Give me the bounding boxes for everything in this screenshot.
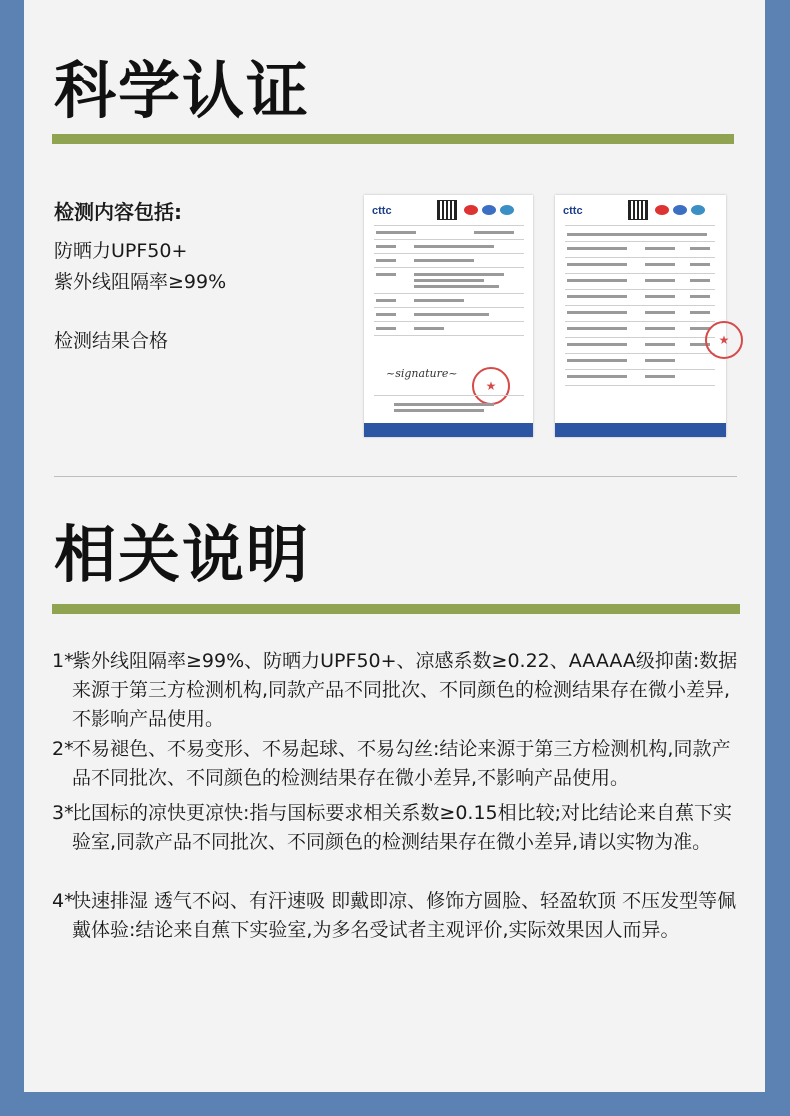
note-item xyxy=(52,799,742,857)
section-title-certification: 科学认证 xyxy=(54,54,311,127)
test-content-heading: 检测内容包括: xyxy=(54,200,182,224)
report-footer-bar xyxy=(364,423,533,437)
test-item-uv: 紫外线阻隔率≥99% xyxy=(54,271,227,293)
certification-mark-icon xyxy=(655,205,669,215)
official-stamp-icon: ★ xyxy=(705,321,743,359)
certification-mark-icon xyxy=(500,205,514,215)
section-divider xyxy=(54,476,737,477)
test-result: 检测结果合格 xyxy=(54,330,169,352)
certification-mark-icon xyxy=(673,205,687,215)
qr-code-icon xyxy=(438,201,456,219)
cttc-logo: cttc xyxy=(372,205,392,217)
section-title-notes: 相关说明 xyxy=(54,518,311,591)
note-number: 1* xyxy=(52,650,74,672)
title-underline-bar xyxy=(52,604,740,614)
certification-mark-icon xyxy=(482,205,496,215)
certification-mark-icon xyxy=(464,205,478,215)
certification-mark-icon xyxy=(691,205,705,215)
title-underline-bar xyxy=(52,134,734,144)
note-item xyxy=(52,887,742,945)
qr-code-icon xyxy=(629,201,647,219)
cttc-logo: cttc xyxy=(563,205,583,217)
note-item xyxy=(52,735,742,793)
note-text: 紫外线阻隔率≥99%、防晒力UPF50+、凉感系数≥0.22、AAAAA级抑菌:数据来源于第三方检测机构,同款产品不同批次、不同颜色的检测结果存在微小差异,不影响产品使用。 xyxy=(72,650,738,730)
test-report-image-1 xyxy=(364,195,533,437)
note-text: 快速排湿 透气不闷、有汗速吸 即戴即凉、修饰方圆脸、轻盈软顶 不压发型等佩戴体验:结论来自蕉下实验室,为多名受试者主观评价,实际效果因人而异。 xyxy=(72,890,737,941)
test-report-image-2 xyxy=(555,195,730,437)
content-panel xyxy=(24,0,765,1092)
note-number: 3* xyxy=(52,802,74,824)
note-number: 2* xyxy=(52,738,74,760)
test-item-upf: 防晒力UPF50+ xyxy=(54,240,188,262)
note-item xyxy=(52,647,742,734)
report-footer-bar xyxy=(555,423,726,437)
official-stamp-icon: ★ xyxy=(472,367,510,405)
note-text: 不易褪色、不易变形、不易起球、不易勾丝:结论来源于第三方检测机构,同款产品不同批次、不同颜色的检测结果存在微小差异,不影响产品使用。 xyxy=(72,738,731,789)
note-number: 4* xyxy=(52,890,74,912)
signature-image: ~signature~ xyxy=(386,367,458,380)
note-text: 比国标的凉快更凉快:指与国标要求相关系数≥0.15相比较;对比结论来自蕉下实验室,同款产品不同批次、不同颜色的检测结果存在微小差异,请以实物为准。 xyxy=(72,802,733,853)
